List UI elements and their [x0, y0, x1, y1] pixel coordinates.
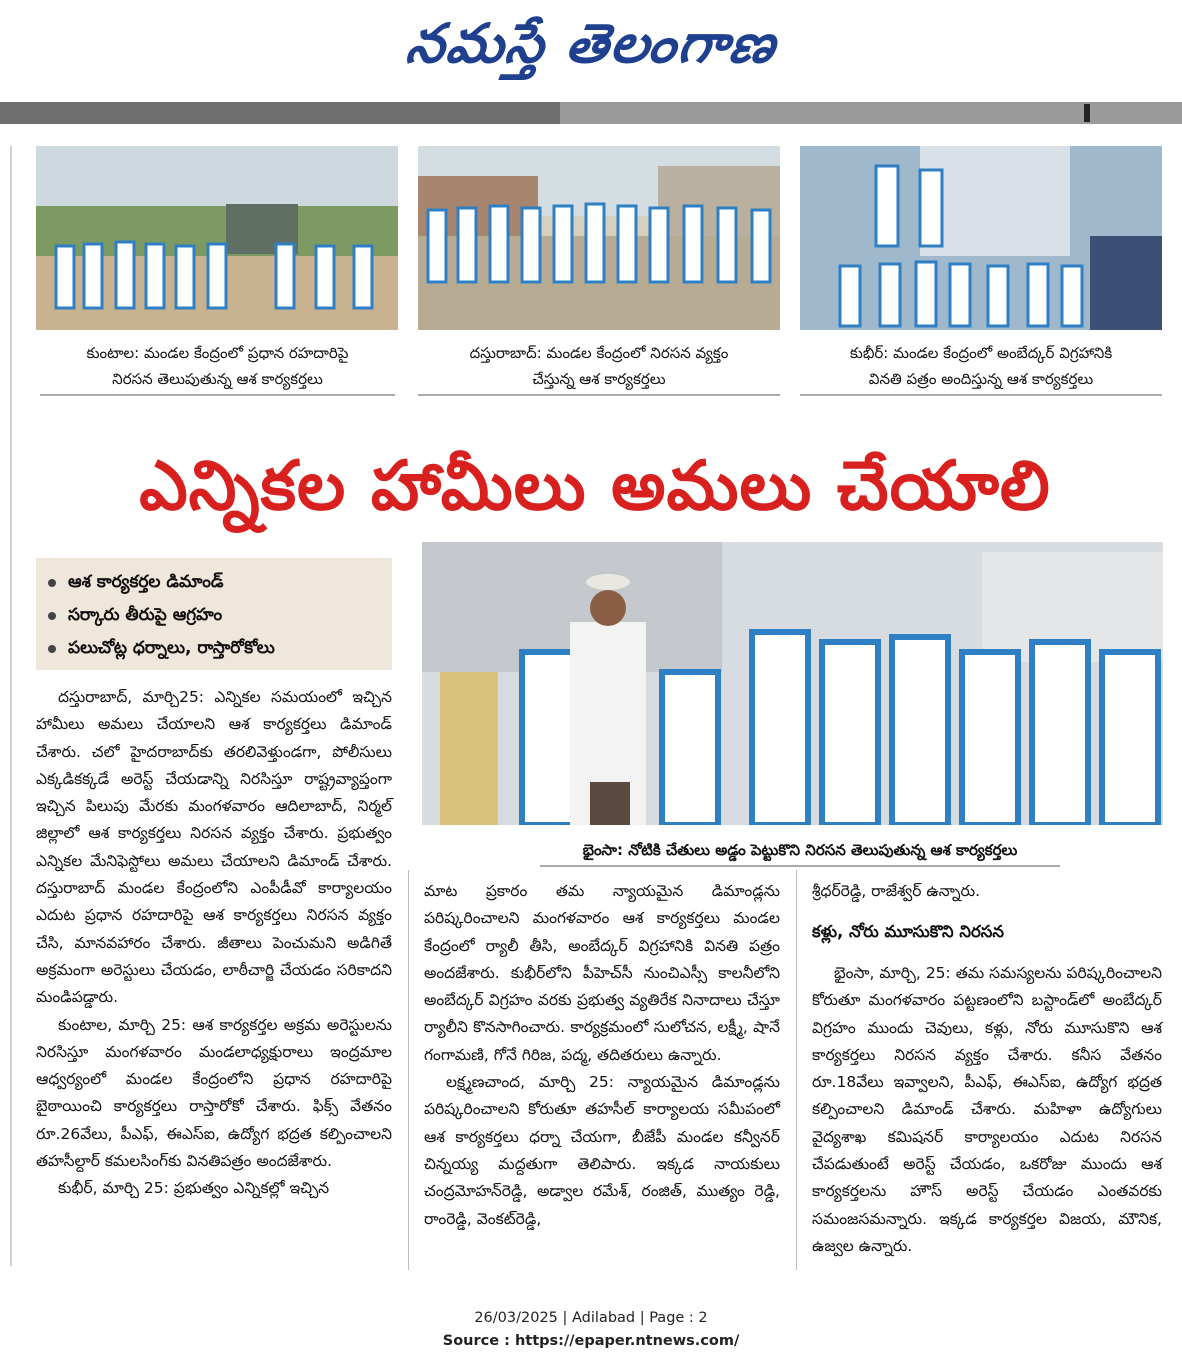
- caption-bhainsa: భైంసా: నోటికి చేతులు అడ్డం పెట్టుకొని నిరసన తెలుపుతున్న ఆశ కార్యకర్తలు: [540, 837, 1060, 867]
- highlights-box: [36, 558, 392, 670]
- photo-kuntala: [36, 146, 398, 330]
- photo-dasturabad: [418, 146, 780, 330]
- footer-source-line: Source : https://epaper.ntnews.com/: [442, 1333, 740, 1349]
- footer-date-line: 26/03/2025 | Adilabad | Page : 2: [474, 1310, 708, 1326]
- article-paragraph: భైంసా, మార్చి, 25: తమ సమస్యలను పరిష్కరించాలని కోరుతూ మంగళవారం పట్టణంలోని బస్టాండ్‌లో అంబేద్కర్ విగ్రహం ముందు చెవులు, కళ్లు, నోరు మూసుకొని ఆశ కార్యకర్తలు నిరసన వ్యక్తం చేశారు. కనీస వేతనం రూ.18వేలు ఇవ్వాలని, పీఎఫ్, ఈఎస్ఐ, ఉద్యోగ భద్రత కల్పించాలని డిమాండ్ చేశారు. మహిళా ఉద్యోగులు వైద్యశాఖ కమిషనర్ కార్యాలయం ఎదుట నిరసన చేపడుతుంటే అరెస్ట్ చేయడం, ఒకరోజు ముందు ఆశ కార్యకర్తలను హౌస్ అరెస్ట్ చేయడం ఎంతవరకు సమంజసమన్నారు. ఇక్కడ కార్యకర్తల విజయ, మౌనిక, ఉజ్వల ఉన్నారు.: [812, 964, 1162, 1255]
- article-paragraph: కుభీర్, మార్చి 25: ప్రభుత్వం ఎన్నికల్లో ఇచ్చిన: [58, 1179, 330, 1198]
- highlight-item: పలుచోట్ల ధర్నాలు, రాస్తారోకోలు: [48, 632, 392, 665]
- article-paragraph: దస్తురాబాద్, మార్చి25: ఎన్నికల సమయంలో ఇచ్చిన హామీలు అమలు చేయాలని ఆశ కార్యకర్తలు డిమాండ్ చేశారు. చలో హైదరాబాద్‌కు తరలివెళ్తుండగా, పోలీసులు ఎక్కడికక్కడే అరెస్ట్ చేయడాన్ని నిరసిస్తూ రాష్ట్రవ్యాప్తంగా ఇచ్చిన పిలుపు మేరకు మంగళవారం ఆదిలాబాద్, నిర్మల్ జిల్లాలో ఆశ కార్యకర్తలు నిరసన వ్యక్తం చేశారు. ప్రభుత్వం ఎన్నికల మేనిఫెస్టోలు అమలు చేయాలని డిమాండ్ చేశారు. దస్తురాబాద్ మండల కేంద్రంలోని ఎంపీడీవో కార్యాలయం ఎదుట ప్రధాన రహదారిపై ఆశ కార్యకర్తలు నిరసన వ్యక్తం చేసి, మానవహారం చేశారు. జీతాలు పెంచుమని అడిగితే అక్రమంగా అరెస్టులు చేయడం, లాఠీచార్జి చేయడం సరికాదని మండిపడ్డారు.: [36, 688, 392, 1007]
- newspaper-logo: నమస్తే తెలంగాణ: [402, 11, 782, 75]
- headline: ఎన్నికల హామీలు అమలు చేయాలి: [139, 447, 1051, 526]
- article-column-3: [812, 878, 1162, 905]
- photo-kubheer: [800, 146, 1162, 330]
- highlight-item: సర్కారు తీరుపై ఆగ్రహం: [48, 599, 392, 632]
- caption-dasturabad: దస్తురాబాద్: మండల కేంద్రంలో నిరసన వ్యక్తం చేస్తున్న ఆశ కార్యకర్తలు: [418, 340, 780, 396]
- article-column-1: [36, 684, 392, 1203]
- column-divider: [796, 870, 797, 1270]
- highlight-item: ఆశ కార్యకర్తల డిమాండ్: [48, 566, 392, 599]
- article-column-2: [424, 878, 780, 1233]
- article-paragraph: లక్ష్మణచాంద, మార్చి 25: న్యాయమైన డిమాండ్లను పరిష్కరించాలని కోరుతూ తహసీల్ కార్యాలయ సమీపంలో ఆశ కార్యకర్తలు ధర్నా చేయగా, బీజేపీ మండల కన్వీనర్ చిన్నయ్య మద్దతుగా తెలిపారు. ఇక్కడ నాయకులు చంద్రమోహన్‌రెడ్డి, అడ్వాల రమేశ్, రంజిత్, ముత్యం రెడ్డి, రాంరెడ్డి, వెంకట్‌రెడ్డి,: [424, 1073, 780, 1228]
- article-paragraph: శ్రీధర్‌రెడ్డి, రాజేశ్వర్ ఉన్నారు.: [812, 882, 981, 900]
- section-subhead: కళ్లు, నోరు మూసుకొని నిరసన: [812, 922, 1004, 941]
- masthead: [0, 0, 1182, 100]
- photo-bhainsa: [422, 542, 1163, 825]
- page-left-border: [10, 146, 12, 1266]
- caption-kuntala: కుంటాల: మండల కేంద్రంలో ప్రధాన రహదారిపై నిరసన తెలుపుతున్న ఆశ కార్యకర్తలు: [40, 340, 395, 396]
- article-paragraph: మాట ప్రకారం తమ న్యాయమైన డిమాండ్లను పరిష్కరించాలని మంగళవారం ఆశ కార్యకర్తలు మండల కేంద్రంలో ర్యాలీ తీసి, అంబేద్కర్ విగ్రహానికి వినతి పత్రం అందజేశారు. కుభీర్‌లోని పీహెచ్‌సీ నుంచిఎస్సీ కాలనీలోని అంబేద్కర్ విగ్రహం వరకు ప్రభుత్వ వ్యతిరేక నినాదాలు చేస్తూ ర్యాలీని కొనసాగించారు. కార్యక్రమంలో సులోచన, లక్ష్మీ, షానే గంగామణి, గోనే గిరిజ, పద్మ, తదితరులు ఉన్నారు.: [424, 882, 780, 1064]
- article-paragraph: కుంటాల, మార్చి 25: ఆశ కార్యకర్తల అక్రమ అరెస్టులను నిరసిస్తూ మంగళవారం మండలాధ్యక్షురాలు ఇంద్రమాల ఆధ్వర్యంలో మండల కేంద్రంలోని ప్రధాన రహదారిపై బైఠాయించి కార్యకర్తలు రాస్తారోకో చేశారు. ఫిక్స్ వేతనం రూ.26వేలు, పీఎఫ్, ఈఎస్ఐ, ఉద్యోగ భద్రత కల్పించాలని తహసీల్దార్ కమలసింగ్‌కు వినతిపత్రం అందజేశారు.: [36, 1015, 392, 1171]
- caption-kubheer: కుభీర్: మండల కేంద్రంలో అంబేద్కర్ విగ్రహానికి వినతి పత్రం అందిస్తున్న ఆశ కార్యకర్తలు: [800, 340, 1162, 396]
- masthead-rule: [0, 102, 1182, 124]
- article-column-3-body: [812, 960, 1162, 1260]
- column-divider: [408, 870, 409, 1270]
